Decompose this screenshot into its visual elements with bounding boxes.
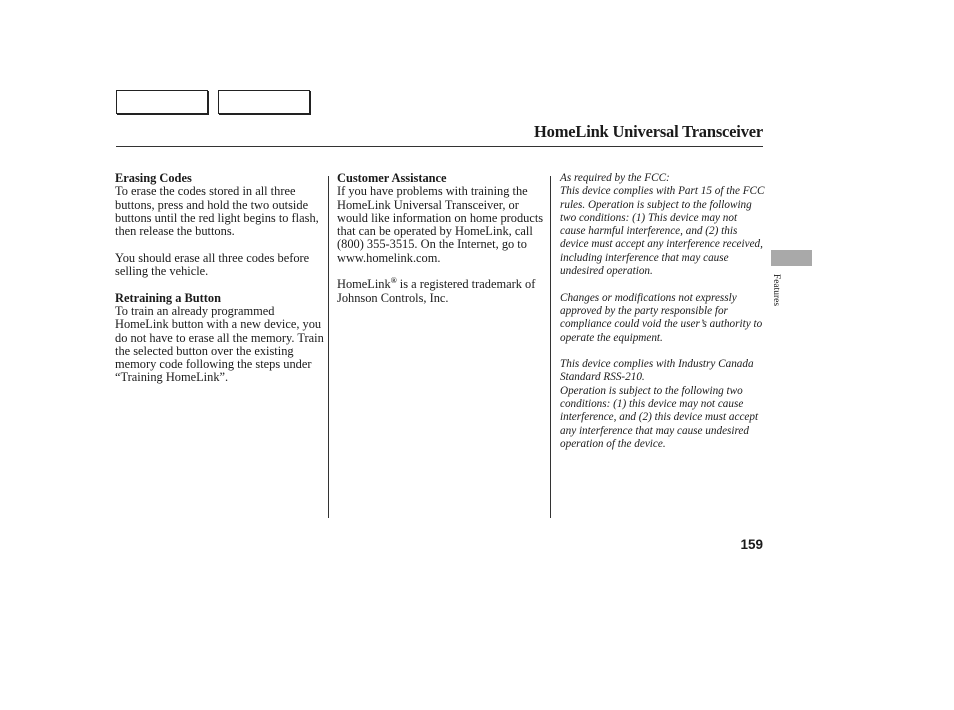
nav-button-table-of-contents[interactable] bbox=[218, 90, 310, 114]
retraining-paragraph: To train an already programmed HomeLink button with a new device, you do not have to erase all the memory. Train the selected button over the existing memory code following the steps under “Training HomeLink”. bbox=[115, 303, 324, 385]
trademark-text: is a registered trademark of Johnson Controls, Inc. bbox=[337, 277, 536, 305]
title-divider bbox=[116, 146, 763, 147]
trademark-paragraph bbox=[337, 278, 547, 305]
fcc-paragraph-1: This device complies with Part 15 of the FCC rules. Operation is subject to the following two conditions: (1) This device may not cause harmful interference, and (2) this device must accept any interference received, including interference that may cause undesired operation. bbox=[560, 185, 765, 278]
erasing-codes-paragraph-1: To erase the codes stored in all three buttons, press and hold the two outside buttons until the red light begins to flash, then release the buttons. bbox=[115, 184, 319, 239]
fcc-paragraph-2: Changes or modifications not expressly approved by the party responsible for compliance could void the user’s authority to operate the equipment. bbox=[560, 291, 763, 344]
erasing-codes-paragraph-2: You should erase all three codes before selling the vehicle. bbox=[115, 250, 310, 279]
industry-canada-paragraph-2: Operation is subject to the following two conditions: (1) this device may not cause interference, and (2) this device must accept any interference that may cause undesired operation of the device. bbox=[560, 384, 759, 450]
customer-assistance-paragraph: If you have problems with training the HomeLink Universal Transceiver, or would like information on home products that can be operated by HomeLink, call (800) 355-3515. On the Internet, go to www.homelink.com. bbox=[337, 184, 544, 265]
column-divider-1 bbox=[328, 176, 329, 518]
column-divider-2 bbox=[550, 176, 551, 518]
fcc-intro: As required by the FCC: bbox=[560, 172, 670, 184]
column-customer-assistance bbox=[337, 172, 547, 318]
nav-button-main-menu[interactable] bbox=[116, 90, 208, 114]
registered-mark: ® bbox=[390, 276, 397, 286]
section-tab bbox=[771, 250, 812, 266]
column-erasing-retraining bbox=[115, 172, 327, 398]
customer-assistance-heading: Customer Assistance bbox=[337, 171, 447, 185]
industry-canada-paragraph-1: This device complies with Industry Canada Standard RSS-210. bbox=[560, 358, 754, 384]
section-label: Features bbox=[771, 273, 781, 307]
column-regulatory bbox=[560, 172, 765, 465]
erasing-codes-heading: Erasing Codes bbox=[115, 171, 192, 185]
retraining-heading: Retraining a Button bbox=[115, 290, 222, 305]
page-title: HomeLink Universal Transceiver bbox=[534, 122, 763, 141]
page-number: 159 bbox=[740, 537, 763, 552]
trademark-word: HomeLink bbox=[337, 277, 391, 292]
